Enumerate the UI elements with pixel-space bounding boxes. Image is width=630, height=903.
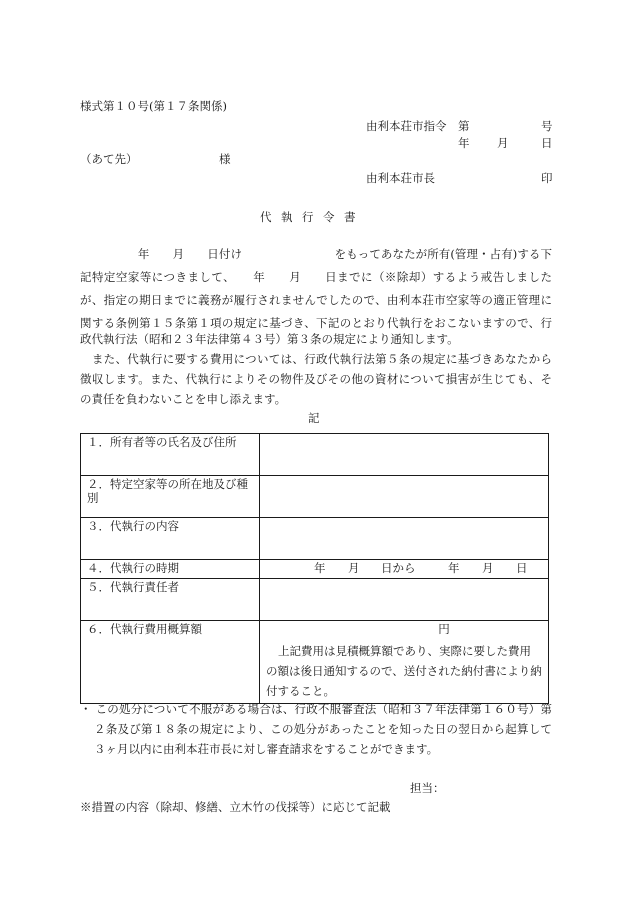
table-row: [81, 560, 549, 579]
body-line: 関する条例第１５条第１項の規定に基づき、下記のとおり代執行をおこないますので、行: [80, 316, 552, 330]
notice-line: ・ この処分について不服がある場合は、行政不服審査法（昭和３７年法律第１６０号）第: [80, 702, 552, 716]
notice-line: ２条及び第１８条の規定により、この処分があったことを知った日の翌日から起算して: [94, 722, 552, 736]
note-label: 記: [308, 411, 320, 425]
row-label-period: ４．代執行の時期: [81, 560, 260, 579]
period-to-day: 日: [516, 561, 528, 575]
content-field[interactable]: [260, 518, 549, 560]
location-field[interactable]: [260, 476, 549, 518]
row-label-cost: ６．代執行費用概算額: [81, 621, 260, 704]
seal-mark: 印: [541, 171, 553, 185]
row-label-manager: ５．代執行責任者: [81, 579, 260, 621]
footnote: ※措置の内容（除却、修繕、立木竹の伐採等）に応じて記載: [80, 800, 391, 814]
contact-label: 担当：: [410, 781, 445, 795]
notice-line: ３ヶ月以内に由利本荘市長に対し審査請求をすることができます。: [94, 742, 439, 756]
body-line: 年 月 日付け をもってあなたが所有(管理・占有)する下: [80, 247, 552, 261]
document-title: 代執行令書: [260, 210, 365, 224]
period-from-day: 日から: [381, 561, 416, 575]
date-year-label: 年: [458, 136, 470, 150]
mayor-title: 由利本荘市長: [366, 171, 435, 185]
period-from-year: 年: [314, 561, 326, 575]
table-row: [81, 579, 549, 621]
period-text: [266, 562, 542, 576]
cost-unit: 円: [438, 622, 450, 636]
manager-field[interactable]: [260, 579, 549, 621]
cost-note: 上記費用は見積概算額であり、実際に要した費用の額は後日通知するので、送付された納付書により納付すること。: [266, 643, 542, 698]
form-number: 様式第１０号(第１７条関係): [80, 99, 227, 113]
body-line: 記特定空家等につきまして、 年 月 日までに（※除却）するよう戒告しました: [80, 270, 552, 284]
row-label-content: ３．代執行の内容: [81, 518, 260, 560]
row-label-location: ２．特定空家等の所在地及び種別: [81, 476, 260, 518]
body-line: が、指定の期日までに義務が履行されませんでしたので、由利本荘市空家等の適正管理に: [80, 293, 552, 307]
cost-field[interactable]: [260, 621, 549, 704]
owner-field[interactable]: [260, 434, 549, 476]
period-from-month: 月: [348, 561, 360, 575]
number-suffix: 号: [541, 119, 553, 133]
period-to-month: 月: [482, 561, 494, 575]
period-to-year: 年: [448, 561, 460, 575]
addressee-honorific: 様: [219, 152, 231, 166]
table-row: [81, 518, 549, 560]
number-prefix: 第: [458, 119, 470, 133]
body-line: また、代執行に要する費用については、行政代執行法第５条の規定に基づきあなたから: [80, 352, 552, 366]
body-line: の責任を負わないことを申し添えます。: [80, 392, 287, 406]
addressee-label: （あて先）: [80, 152, 138, 166]
issuer-office: 由利本荘市指令: [366, 119, 447, 133]
detail-table: [80, 433, 549, 704]
table-row: [81, 434, 549, 476]
body-line: 徴収します。また、代執行によりその物件及びその他の資材について損害が生じても、そ: [80, 372, 552, 386]
date-day-label: 日: [541, 136, 553, 150]
body-line: 政代執行法（昭和２３年法律第４３号）第３条の規定により通知します。: [80, 332, 459, 346]
period-field[interactable]: [260, 560, 549, 579]
table-row: [81, 621, 549, 704]
row-label-owner: １．所有者等の氏名及び住所: [81, 434, 260, 476]
date-month-label: 月: [497, 136, 509, 150]
table-row: [81, 476, 549, 518]
